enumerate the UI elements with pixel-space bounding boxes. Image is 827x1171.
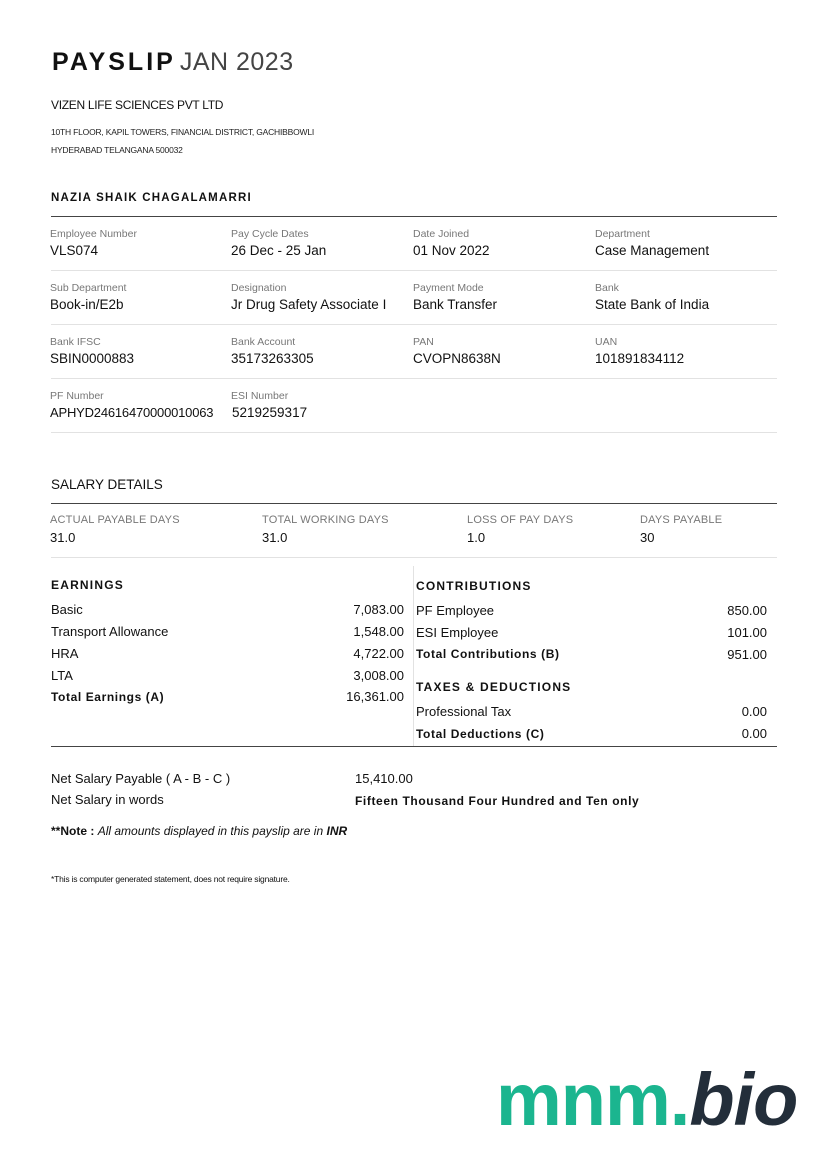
value-pf-number: APHYD24616470000010063 [50, 405, 214, 420]
note-prefix: **Note : [51, 824, 95, 838]
value-employee-number: VLS074 [50, 243, 99, 258]
value-payment-mode: Bank Transfer [413, 297, 498, 312]
total-earnings-label: Total Earnings (A) [51, 690, 165, 704]
label-bank-account: Bank Account [231, 336, 296, 348]
currency-note [51, 824, 347, 838]
value-days-payable: 30 [640, 530, 655, 545]
divider [51, 503, 777, 504]
logo-part-mnm: mnm. [496, 1058, 690, 1141]
total-contributions-amount: 951.00 [727, 647, 767, 662]
earning-label-lta: LTA [51, 668, 73, 683]
logo-part-bio: bio [689, 1058, 798, 1141]
value-pan: CVOPN8638N [413, 351, 501, 366]
label-employee-number: Employee Number [50, 228, 137, 240]
net-salary-payable-label: Net Salary Payable ( A - B - C ) [51, 771, 231, 786]
total-earnings-amount: 16,361.00 [346, 689, 404, 704]
page-title [52, 46, 294, 78]
payslip-title: PAYSLIP [52, 48, 176, 76]
contribution-label-esi: ESI Employee [416, 625, 499, 640]
mnm-bio-logo [496, 1058, 797, 1142]
total-deductions-label: Total Deductions (C) [416, 727, 545, 741]
earning-amount-hra: 4,722.00 [353, 646, 404, 661]
earning-amount-basic: 7,083.00 [353, 602, 404, 617]
net-salary-words-label: Net Salary in words [51, 792, 164, 807]
company-name: VIZEN LIFE SCIENCES PVT LTD [51, 98, 224, 112]
label-actual-payable-days: ACTUAL PAYABLE DAYS [50, 514, 180, 526]
label-designation: Designation [231, 282, 287, 294]
contribution-amount-esi: 101.00 [727, 625, 767, 640]
payslip-month: JAN 2023 [179, 48, 294, 76]
value-actual-payable-days: 31.0 [50, 530, 76, 545]
column-divider [413, 566, 414, 746]
earning-label-hra: HRA [51, 646, 79, 661]
value-department: Case Management [595, 243, 710, 258]
label-esi-number: ESI Number [231, 390, 289, 402]
divider [51, 432, 777, 433]
value-bank-ifsc: SBIN0000883 [50, 351, 135, 366]
value-loss-of-pay-days: 1.0 [467, 530, 486, 545]
divider [51, 270, 777, 271]
label-sub-department: Sub Department [50, 282, 127, 294]
salary-details-heading: SALARY DETAILS [51, 477, 163, 492]
contributions-heading: CONTRIBUTIONS [416, 579, 532, 593]
label-pan: PAN [413, 336, 434, 348]
divider [51, 216, 777, 217]
total-deductions-amount: 0.00 [741, 726, 767, 741]
label-date-joined: Date Joined [413, 228, 470, 240]
contribution-label-pf: PF Employee [416, 603, 495, 618]
earning-amount-transport: 1,548.00 [353, 624, 404, 639]
label-pay-cycle-dates: Pay Cycle Dates [231, 228, 309, 240]
contribution-amount-pf: 850.00 [727, 603, 767, 618]
net-salary-payable-value: 15,410.00 [355, 771, 413, 786]
note-text: All amounts displayed in this payslip are in [97, 824, 324, 838]
deductions-heading: TAXES & DEDUCTIONS [416, 680, 572, 694]
label-loss-of-pay-days: LOSS OF PAY DAYS [467, 514, 574, 526]
deduction-label-professional-tax: Professional Tax [416, 704, 512, 719]
company-address-line1: 10TH FLOOR, KAPIL TOWERS, FINANCIAL DISTRICT, GACHIBBOWLI [51, 127, 315, 137]
label-days-payable: DAYS PAYABLE [640, 514, 723, 526]
company-address-line2: HYDERABAD TELANGANA 500032 [51, 145, 183, 155]
label-total-working-days: TOTAL WORKING DAYS [262, 514, 389, 526]
value-uan: 101891834112 [595, 351, 685, 366]
earning-label-basic: Basic [51, 602, 83, 617]
value-bank-account: 35173263305 [231, 351, 314, 366]
note-currency: INR [326, 824, 348, 838]
earning-label-transport: Transport Allowance [51, 624, 169, 639]
earnings-heading: EARNINGS [51, 578, 124, 592]
label-department: Department [595, 228, 650, 240]
value-designation: Jr Drug Safety Associate I [231, 297, 387, 312]
footer-disclaimer: *This is computer generated statement, does not require signature. [51, 874, 290, 884]
deduction-amount-professional-tax: 0.00 [741, 704, 767, 719]
label-bank-ifsc: Bank IFSC [50, 336, 101, 348]
earning-amount-lta: 3,008.00 [353, 668, 404, 683]
divider [51, 378, 777, 379]
net-salary-words-value: Fifteen Thousand Four Hundred and Ten only [355, 794, 640, 808]
label-payment-mode: Payment Mode [413, 282, 484, 294]
value-pay-cycle-dates: 26 Dec - 25 Jan [231, 243, 327, 258]
value-bank: State Bank of India [595, 297, 710, 312]
value-date-joined: 01 Nov 2022 [413, 243, 490, 258]
divider [51, 746, 777, 747]
divider [51, 557, 777, 558]
value-esi-number: 5219259317 [232, 405, 308, 420]
label-uan: UAN [595, 336, 618, 348]
label-pf-number: PF Number [50, 390, 104, 402]
value-total-working-days: 31.0 [262, 530, 288, 545]
label-bank: Bank [595, 282, 619, 294]
employee-name: NAZIA SHAIK CHAGALAMARRI [51, 192, 252, 204]
value-sub-department: Book-in/E2b [50, 297, 124, 312]
total-contributions-label: Total Contributions (B) [416, 647, 560, 661]
divider [51, 324, 777, 325]
